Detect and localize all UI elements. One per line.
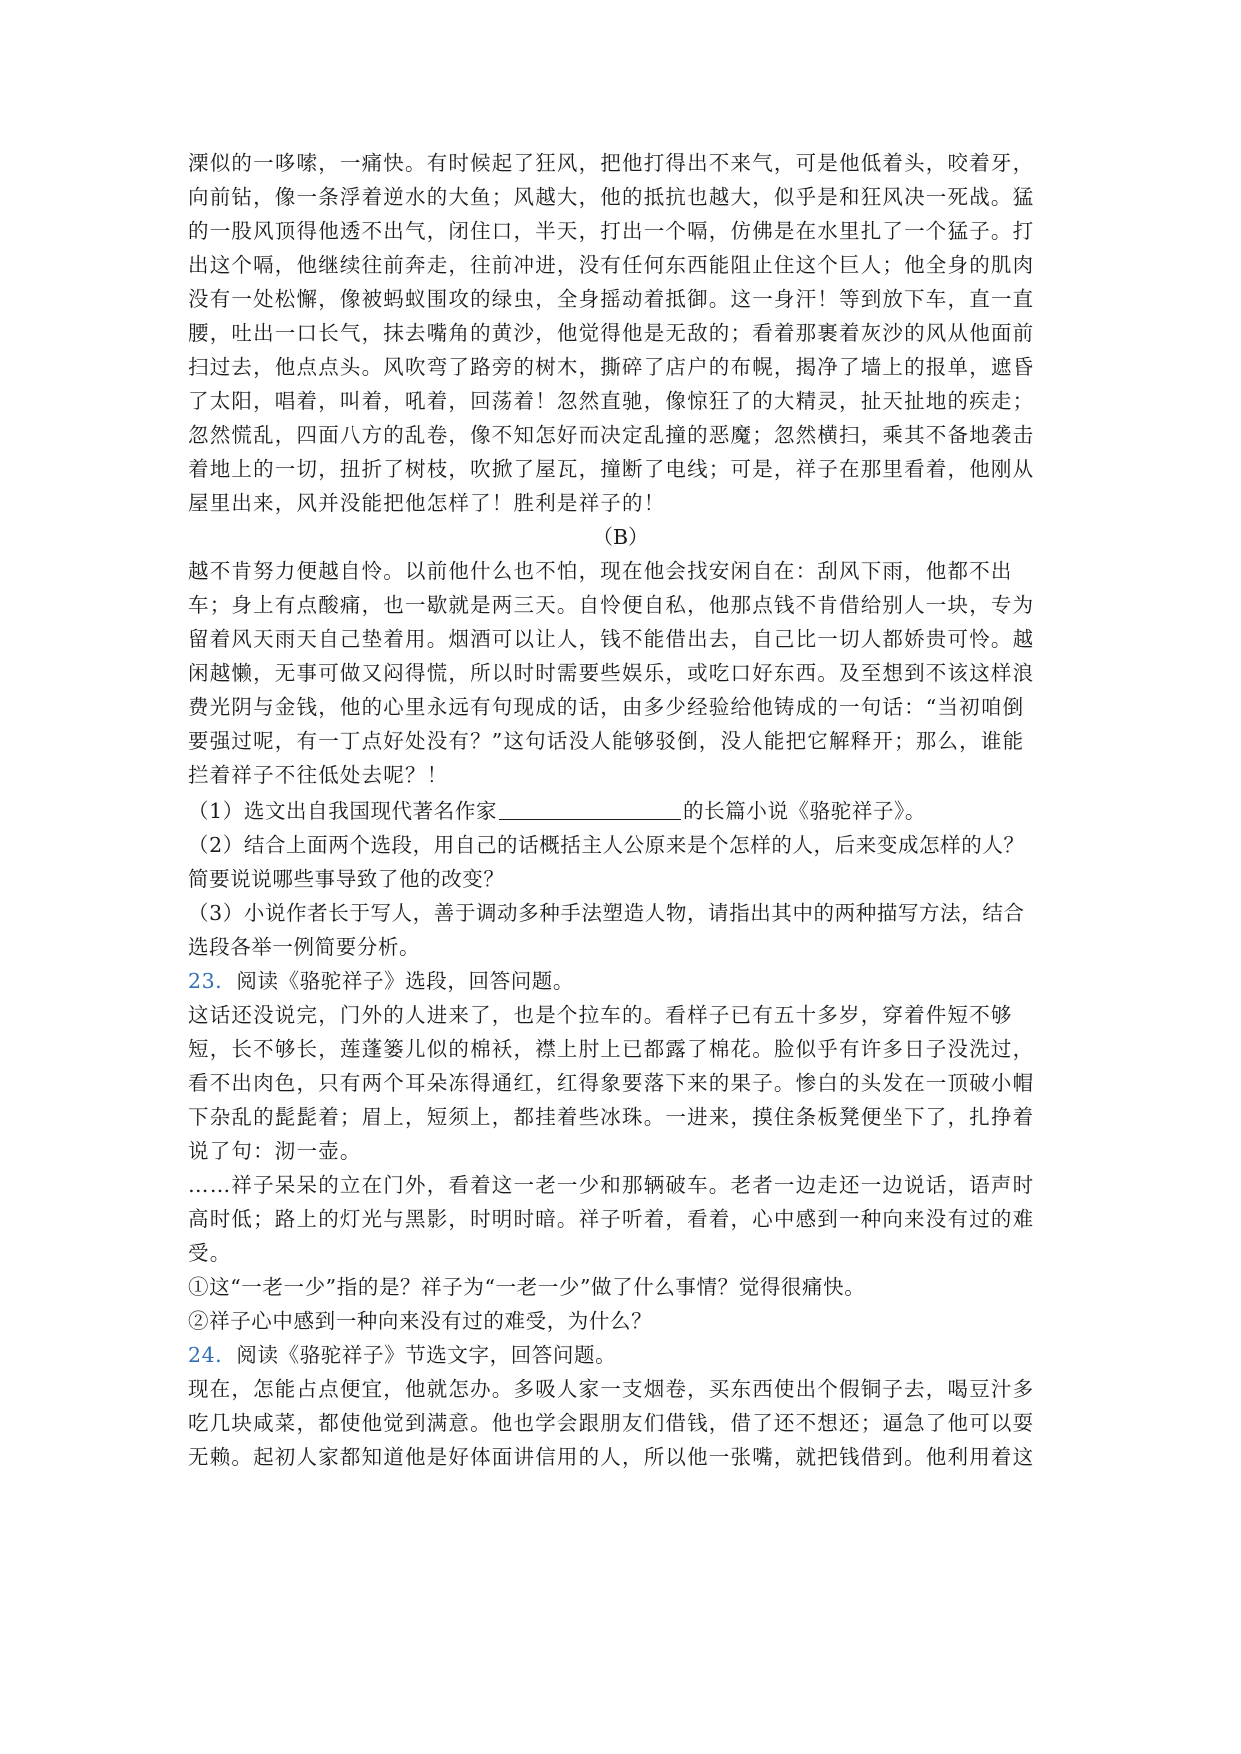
passage-a-line-4: 出这个嗝，他继续往前奔走，往前冲进，没有任何东西能阻止住这个巨人；他全身的肌肉 [188,253,1035,277]
passage-a-line-6: 腰，吐出一口长气，抹去嘴角的黄沙，他觉得他是无敌的；看着那裹着灰沙的风从他面前 [188,321,1035,345]
passage-24-line-2: 吃几块咸菜，都使他觉到满意。他也学会跟朋友们借钱，借了还不想还；逼急了他可以耍 [188,1411,1035,1435]
question-24-number: 24． [188,1343,237,1367]
passage-23-line-7: 高时低；路上的灯光与黑影，时明时暗。祥子听着，看着，心中感到一种向来没有过的难 [188,1207,1035,1231]
passage-24-line-1: 现在，怎能占点便宜，他就怎办。多吸人家一支烟卷，买东西使出个假铜子去，喝豆汁多 [188,1377,1035,1401]
question-2-line-1: （2）结合上面两个选段，用自己的话概括主人公原来是个怎样的人，后来变成怎样的人？ [188,833,1025,857]
passage-a-line-8: 了太阳，唱着，叫着，吼着，回荡着！忽然直驰，像惊狂了的大精灵，扯天扯地的疾走； [188,389,1035,413]
question-23-number: 23． [188,969,237,993]
question-23-heading [188,964,574,994]
question-3-line-2: 选段各举一例简要分析。 [188,935,421,959]
passage-b-line-3: 留着风天雨天自己垫着用。烟酒可以让人，钱不能借出去，自己比一切人都娇贵可怜。越 [188,627,1035,651]
passage-b-line-4: 闲越懒，无事可做又闷得慌，所以时时需要些娱乐，或吃口好东西。及至想到不该这样浪 [188,661,1035,685]
question-2-line-2: 简要说说哪些事导致了他的改变？ [188,867,505,891]
passage-a-line-10: 着地上的一切，扭折了树枝，吹掀了屋瓦，撞断了电线；可是，祥子在那里看着，他刚从 [188,457,1035,481]
section-b-label: （B） [592,525,649,549]
passage-23-line-5: 说了句：沏一壶。 [188,1139,362,1163]
question-1-suffix: 的长篇小说《骆驼祥子》。 [683,799,926,823]
question-23-title: 阅读《骆驼祥子》选段，回答问题。 [236,969,574,993]
passage-a-line-1: 溧似的一哆嗦，一痛快。有时候起了狂风，把他打得出不来气，可是他低着头，咬着牙， [188,151,1035,175]
passage-b-line-6: 要强过呢，有一丁点好处没有？”这句话没人能够驳倒，没人能把它解释开；那么，谁能 [188,729,1025,753]
passage-23-line-4: 下杂乱的髭髭着；眉上，短须上，都挂着些冰珠。一进来，摸住条板凳便坐下了，扎挣着 [188,1105,1035,1129]
passage-23-line-3: 看不出肉色，只有两个耳朵冻得通红，红得象要落下来的果子。惨白的头发在一顶破小帽 [188,1071,1035,1095]
passage-23-line-8: 受。 [188,1241,232,1265]
passage-a-line-11: 屋里出来，风并没能把他怎样了！胜利是祥子的！ [188,491,666,515]
question-24-title: 阅读《骆驼祥子》节选文字，回答问题。 [236,1343,617,1367]
passage-b-line-5: 费光阴与金钱，他的心里永远有句现成的话，由多少经验给他铸成的一句话：“当初咱倒 [188,695,1025,719]
question-23-sub-2: ②祥子心中感到一种向来没有过的难受，为什么？ [188,1309,653,1333]
question-24-heading [188,1338,616,1368]
passage-a-line-5: 没有一处松懈，像被蚂蚁围攻的绿虫，全身摇动着抵御。这一身汗！等到放下车，直一直 [188,287,1035,311]
passage-a-line-7: 扫过去，他点点头。风吹弯了路旁的树木，撕碎了店户的布幌，揭净了墙上的报单，遮昏 [188,355,1035,379]
question-1 [188,794,926,824]
passage-23-line-2: 短，长不够长，莲蓬篓儿似的棉袄，襟上肘上已都露了棉花。脸似乎有许多日子没洗过， [188,1037,1035,1061]
passage-23-line-1: 这话还没说完，门外的人进来了，也是个拉车的。看样子已有五十多岁，穿着件短不够 [188,1003,1013,1027]
passage-a-line-3: 的一股风顶得他透不出气，闭住口，半天，打出一个嗝，仿佛是在水里扎了一个猛子。打 [188,219,1035,243]
question-23-sub-1: ①这“一老一少”指的是？祥子为“一老一少”做了什么事情？觉得很痛快。 [188,1275,866,1299]
passage-a-line-9: 忽然慌乱，四面八方的乱卷，像不知怎好而决定乱撞的恶魔；忽然横扫，乘其不备地袭击 [188,423,1035,447]
passage-b-line-2: 车；身上有点酸痛，也一歇就是两三天。自怜便自私，他那点钱不肯借给别人一块，专为 [188,593,1035,617]
answer-blank[interactable] [499,801,681,820]
passage-23-line-6: ……祥子呆呆的立在门外，看着这一老一少和那辆破车。老者一边走还一边说话，语声时 [188,1173,1035,1197]
passage-b-line-1: 越不肯努力便越自怜。以前他什么也不怕，现在他会找安闲自在：刮风下雨，他都不出 [188,559,1013,583]
question-3-line-1: （3）小说作者长于写人，善于调动多种手法塑造人物，请指出其中的两种描写方法，结合 [188,901,1025,925]
passage-a-line-2: 向前钻，像一条浮着逆水的大鱼；风越大，他的抵抗也越大，似乎是和狂风决一死战。猛 [188,185,1035,209]
passage-b-line-7: 拦着祥子不往低处去呢？！ [188,763,449,787]
question-1-prefix: （1）选文出自我国现代著名作家 [188,799,498,823]
passage-24-line-3: 无赖。起初人家都知道他是好体面讲信用的人，所以他一张嘴，就把钱借到。他利用着这 [188,1445,1035,1469]
